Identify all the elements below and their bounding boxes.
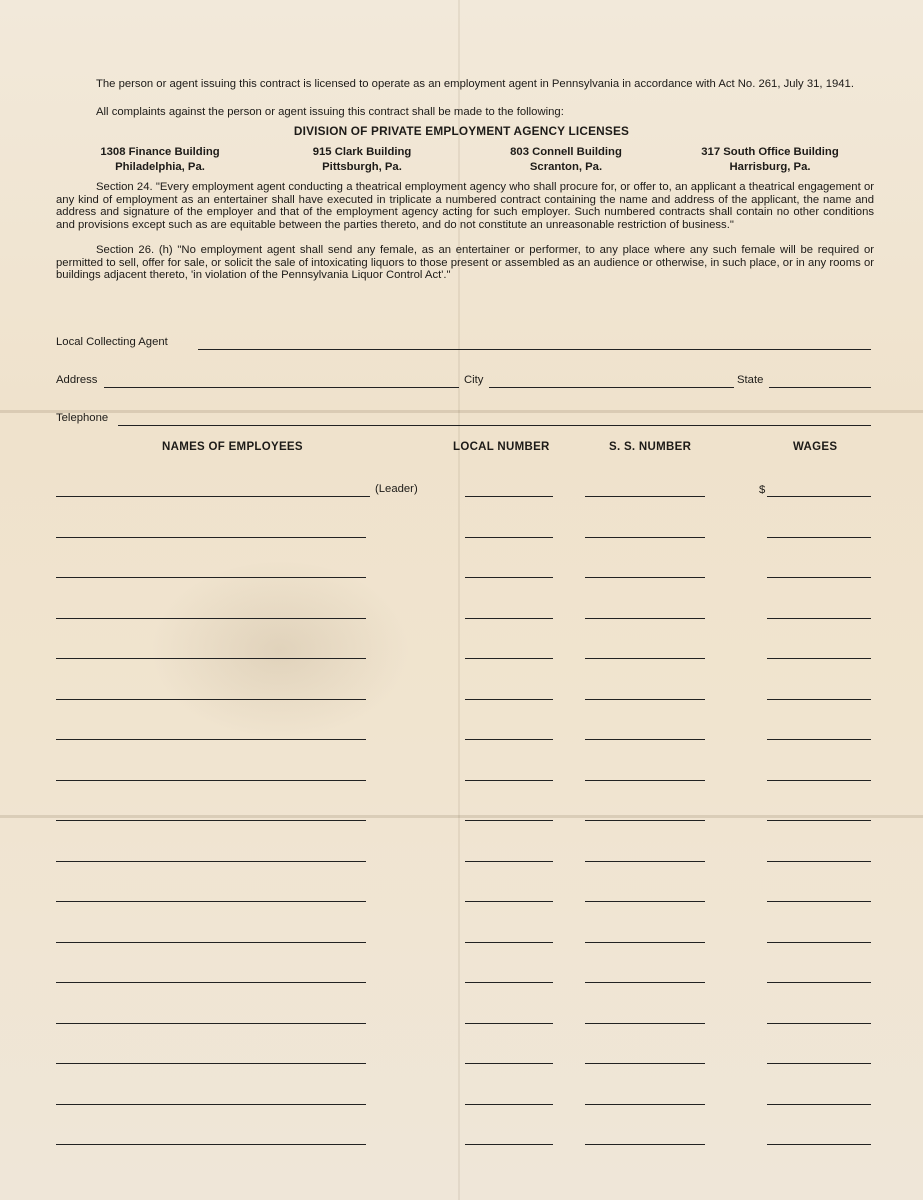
employee-name-cell[interactable] <box>56 901 366 902</box>
address-field[interactable] <box>104 387 459 388</box>
telephone-label: Telephone <box>56 412 109 424</box>
local-number-cell[interactable] <box>465 739 553 740</box>
section-26: Section 26. (h) "No employment agent shall send any female, as an entertainer or performer, to any place where any such female will be required or permitted to sell, offer for sale, or solicit the sale of intoxicating liquors to those present or assembled as an audience or otherwise, in such place, or in any rooms or buildings adjacent thereto, 'in violation of the Pennsylvania Liquor Control Act'." <box>56 244 874 282</box>
local-number-cell[interactable] <box>465 1144 553 1145</box>
wages-cell[interactable] <box>767 1063 871 1064</box>
wages-cell[interactable] <box>767 901 871 902</box>
employee-name-cell[interactable] <box>56 699 366 700</box>
ss-number-cell[interactable] <box>585 577 705 578</box>
wages-cell[interactable] <box>767 861 871 862</box>
employee-name-cell[interactable] <box>56 496 370 497</box>
employee-name-cell[interactable] <box>56 780 366 781</box>
ss-number-cell[interactable] <box>585 1144 705 1145</box>
wage-dollar-sign: $ <box>759 484 766 496</box>
ss-number-cell[interactable] <box>585 982 705 983</box>
local-number-cell[interactable] <box>465 982 553 983</box>
ss-number-cell[interactable] <box>585 1104 705 1105</box>
wages-cell[interactable] <box>767 537 871 538</box>
office-philadelphia: 1308 Finance Building Philadelphia, Pa. <box>100 146 220 173</box>
paper-stain <box>150 560 410 740</box>
ss-number-cell[interactable] <box>585 496 705 497</box>
city-label: City <box>464 374 484 386</box>
division-title: DIVISION OF PRIVATE EMPLOYMENT AGENCY LICENSES <box>293 124 630 138</box>
employee-name-cell[interactable] <box>56 537 366 538</box>
leader-label: (Leader) <box>375 483 418 495</box>
local-number-cell[interactable] <box>465 820 553 821</box>
wages-cell[interactable] <box>767 496 871 497</box>
ss-number-cell[interactable] <box>585 699 705 700</box>
col-names-of-employees: NAMES OF EMPLOYEES <box>162 441 303 453</box>
employee-name-cell[interactable] <box>56 739 366 740</box>
wages-cell[interactable] <box>767 942 871 943</box>
local-number-cell[interactable] <box>465 658 553 659</box>
section-24: Section 24. "Every employment agent conducting a theatrical employment agency who shall procure for, or offer to, an applicant a theatrical engagement or any kind of employment as an entertainer shall have executed in triplicate a numbered contract containing the name and address of the applicant, the name and address and signature of the employer and that of the employment agency acting for such employer. Such numbered contracts shall contain no other conditions and provisions except such as are equitable between the parties thereto, and do not constitute an unreasonable restriction of business." <box>56 181 874 231</box>
wages-cell[interactable] <box>767 1144 871 1145</box>
office-pittsburgh: 915 Clark Building Pittsburgh, Pa. <box>312 146 412 173</box>
ss-number-cell[interactable] <box>585 861 705 862</box>
local-collecting-agent-field[interactable] <box>198 349 871 350</box>
ss-number-cell[interactable] <box>585 780 705 781</box>
local-collecting-agent-row <box>56 334 871 350</box>
employee-name-cell[interactable] <box>56 1144 366 1145</box>
employee-name-cell[interactable] <box>56 820 366 821</box>
employee-name-cell[interactable] <box>56 658 366 659</box>
employee-name-cell[interactable] <box>56 1063 366 1064</box>
local-number-cell[interactable] <box>465 861 553 862</box>
license-statement: The person or agent issuing this contract is licensed to operate as an employment agent in Pennsylvania in accordance with Act No. 261, July 31, 1941. <box>96 78 854 90</box>
ss-number-cell[interactable] <box>585 1023 705 1024</box>
wages-cell[interactable] <box>767 658 871 659</box>
ss-number-cell[interactable] <box>585 1063 705 1064</box>
wages-cell[interactable] <box>767 982 871 983</box>
ss-number-cell[interactable] <box>585 537 705 538</box>
local-number-cell[interactable] <box>465 901 553 902</box>
wages-cell[interactable] <box>767 820 871 821</box>
city-field[interactable] <box>489 387 734 388</box>
ss-number-cell[interactable] <box>585 901 705 902</box>
complaints-statement: All complaints against the person or agent issuing this contract shall be made to the following: <box>96 106 564 118</box>
paper-fold <box>458 0 460 1200</box>
state-field[interactable] <box>769 387 871 388</box>
col-local-number: LOCAL NUMBER <box>453 441 550 453</box>
wages-cell[interactable] <box>767 780 871 781</box>
local-number-cell[interactable] <box>465 780 553 781</box>
wages-cell[interactable] <box>767 577 871 578</box>
local-collecting-agent-label: Local Collecting Agent <box>56 336 168 348</box>
ss-number-cell[interactable] <box>585 820 705 821</box>
state-label: State <box>737 374 764 386</box>
wages-cell[interactable] <box>767 618 871 619</box>
ss-number-cell[interactable] <box>585 942 705 943</box>
local-number-cell[interactable] <box>465 942 553 943</box>
address-label: Address <box>56 374 98 386</box>
local-number-cell[interactable] <box>465 699 553 700</box>
wages-cell[interactable] <box>767 739 871 740</box>
employee-name-cell[interactable] <box>56 1104 366 1105</box>
paper-fold <box>0 815 923 818</box>
wages-cell[interactable] <box>767 1023 871 1024</box>
office-scranton: 803 Connell Building Scranton, Pa. <box>510 146 622 173</box>
telephone-row <box>56 410 871 426</box>
employee-name-cell[interactable] <box>56 1023 366 1024</box>
local-number-cell[interactable] <box>465 1063 553 1064</box>
wages-cell[interactable] <box>767 1104 871 1105</box>
local-number-cell[interactable] <box>465 537 553 538</box>
employee-name-cell[interactable] <box>56 577 366 578</box>
local-number-cell[interactable] <box>465 1023 553 1024</box>
employee-name-cell[interactable] <box>56 942 366 943</box>
employee-name-cell[interactable] <box>56 861 366 862</box>
employee-name-cell[interactable] <box>56 982 366 983</box>
col-ss-number: S. S. NUMBER <box>609 441 692 453</box>
local-number-cell[interactable] <box>465 496 553 497</box>
telephone-field[interactable] <box>118 425 871 426</box>
local-number-cell[interactable] <box>465 577 553 578</box>
employee-name-cell[interactable] <box>56 618 366 619</box>
office-harrisburg: 317 South Office Building Harrisburg, Pa. <box>701 146 839 173</box>
address-row <box>56 372 871 388</box>
ss-number-cell[interactable] <box>585 739 705 740</box>
wages-cell[interactable] <box>767 699 871 700</box>
local-number-cell[interactable] <box>465 1104 553 1105</box>
local-number-cell[interactable] <box>465 618 553 619</box>
ss-number-cell[interactable] <box>585 618 705 619</box>
ss-number-cell[interactable] <box>585 658 705 659</box>
col-wages: WAGES <box>793 441 838 453</box>
